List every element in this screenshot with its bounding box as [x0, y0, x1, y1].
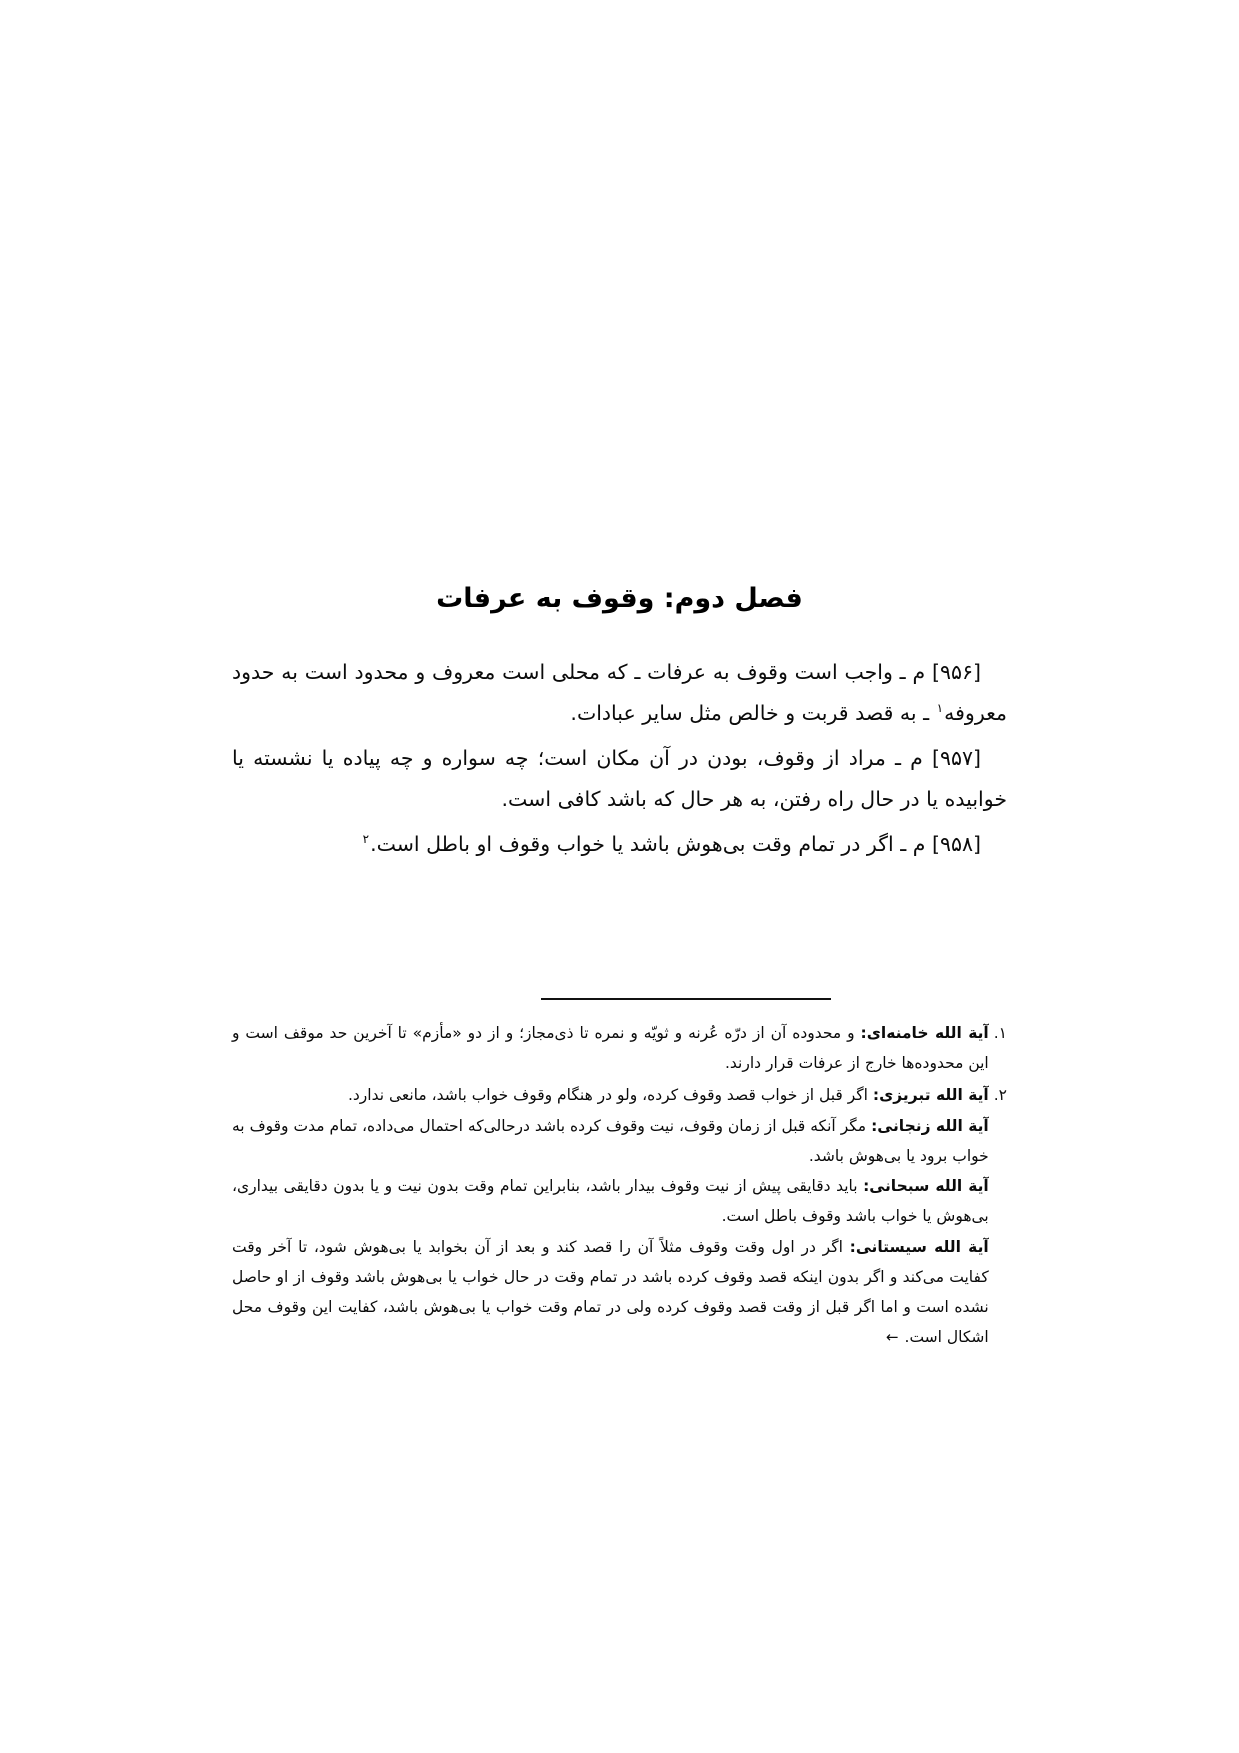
footnote-entry [232, 1232, 989, 1353]
ruling-text-after: ـ به قصد قربت و خالص مثل سایر عبادات. [570, 700, 936, 725]
authority-text: اگر قبل از خواب قصد وقوف کرده، ولو در هنگام وقوف خواب باشد، مانعی ندارد. [347, 1086, 873, 1105]
page-title: فصل دوم: وقوف به عرفات [436, 583, 803, 614]
body-paragraph-956 [232, 652, 1007, 734]
authority-name: آیة الله سیستانی: [849, 1237, 989, 1256]
authority-name: آیة الله زنجانی: [871, 1116, 989, 1135]
footnote-entry [232, 1171, 989, 1231]
ruling-text: اگر در تمام وقت بی‌هوش باشد یا خواب وقوف او باطل است. [370, 831, 894, 856]
body-paragraph-957 [232, 738, 1007, 820]
footnote-marker: ۲. [993, 1086, 1007, 1105]
footnote-item [232, 1080, 1007, 1352]
authority-text: باید دقایقی پیش از نیت وقوف بیدار باشد، بنابراین تمام وقت بدون نیت و یا بدون دقایقی بیداری، بی‌هوش یا خواب باشد وقوف باطل است. [232, 1177, 989, 1226]
ruling-text: واجب است وقوف به عرفات ـ که محلی است معروف و محدود است به حدود معروفه [232, 659, 1007, 725]
authority-name: آیة الله خامنه‌ای: [860, 1024, 989, 1042]
authority-name: آیة الله تبریزی: [872, 1086, 989, 1105]
footnote-entry [232, 1080, 989, 1110]
ruling-number: [۹۵۸] [931, 831, 981, 856]
footnote-entry [232, 1111, 989, 1171]
footnotes-section [232, 1018, 1007, 1354]
footnote-item [232, 1018, 1007, 1078]
footnote-body [232, 1080, 989, 1352]
ruling-marker: م ـ [899, 659, 926, 684]
ruling-marker: م ـ [894, 745, 923, 770]
authority-text: اگر در اول وقت وقوف مثلاً آن را قصد کند و بعد از آن بخوابد یا بی‌هوش شود، تا آخر وقت کفایت می‌کند و اگر بدون اینکه قصد وقوف کرده باشد در تمام وقت در حال خواب یا بی‌هوش باشد وقوف از او حاصل نشده است و اما اگر قبل از وقت قصد وقوف کرده ولی در تمام وقت خواب یا بی‌هوش باشد، کفایت این وقوف محل اشکال است. [232, 1237, 989, 1347]
authority-text: مگر آنکه قبل از زمان وقوف، نیت وقوف کرده باشد درحالی‌که احتمال می‌داده، تمام مدت وقوف به خواب برود یا بی‌هوش باشد. [232, 1116, 989, 1165]
footnote-marker: ۱. [993, 1024, 1007, 1042]
footnote-ref-1[interactable]: ۱ [936, 700, 944, 715]
footnote-body [232, 1018, 989, 1078]
page-content [232, 580, 1007, 869]
body-paragraph-958 [232, 824, 1007, 865]
ruling-text: مراد از وقوف، بودن در آن مکان است؛ چه سواره و چه پیاده یا نشسته یا خوابیده یا در حال راه رفتن، به هر حال که باشد کافی است. [232, 745, 1007, 811]
authority-text: و محدوده آن از درّه عُرنه و ثویّه و نمره تا ذی‌مجاز؛ و از دو «مأزم» تا آخرین حد موقف است و این محدوده‌ها خارج از عرفات قرار دارند. [232, 1024, 989, 1073]
footnote-separator [541, 998, 831, 1000]
footnote-entry [232, 1018, 989, 1078]
ruling-marker: م ـ [900, 831, 926, 856]
continuation-arrow-icon: ← [885, 1328, 899, 1347]
ruling-number: [۹۵۶] [931, 659, 981, 684]
authority-name: آیة الله سبحانی: [863, 1177, 989, 1196]
ruling-number: [۹۵۷] [931, 745, 981, 770]
footnote-ref-2[interactable]: ۲ [362, 831, 370, 846]
